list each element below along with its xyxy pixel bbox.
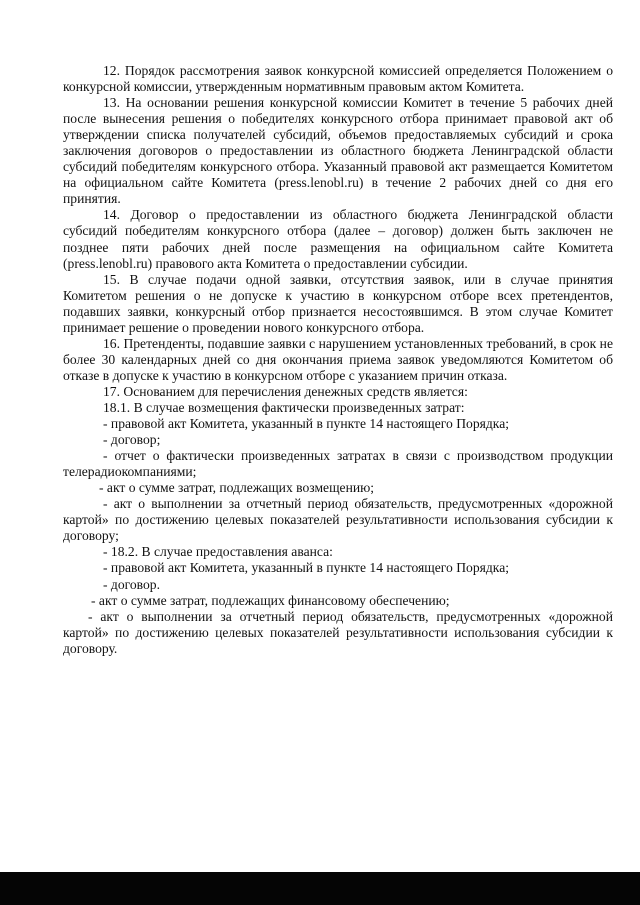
paragraph-15: 15. В случае подачи одной заявки, отсутствия заявок, или в случае принятия Комитетом решения о не допуске к участию в конкурсном отборе всех претендентов, подавших заявки, конкурсный отбор признается несостоявшимся. В этом случае Комитет принимает решение о проведении нового конкурсного отбора. (63, 271, 613, 335)
paragraph-16: 16. Претенденты, подавшие заявки с нарушением установленных требований, в срок не более 30 календарных дней со дня окончания приема заявок уведомляются Комитетом об отказе в допуске к участию в конкурсном отборе с указанием причин отказа. (63, 335, 613, 383)
list-item: - правовой акт Комитета, указанный в пункте 14 настоящего Порядка; (103, 416, 510, 432)
paragraph-18-2: - 18.2. В случае предоставления аванса: (103, 544, 333, 560)
list-item: - акт о выполнении за отчетный период обязательств, предусмотренных «дорожной картой» по достижению целевых показателей результативности использования субсидии к договору; (63, 496, 613, 544)
list-item: - акт о сумме затрат, подлежащих возмещению; (99, 480, 375, 496)
paragraph-12: 12. Порядок рассмотрения заявок конкурсной комиссией определяется Положением о конкурсной комиссии, утвержденным нормативным правовым актом Комитета. (63, 63, 613, 95)
list-item: - договор; (103, 432, 161, 448)
paragraph-17: 17. Основанием для перечисления денежных средств является: (103, 383, 468, 399)
paragraph-14: 14. Договор о предоставлении из областного бюджета Ленинградской области субсидий победителям конкурсного отбора (далее – договор) должен быть заключен не позднее пяти рабочих дней после размещения на официальном сайте Комитета (press.lenobl.ru) правового акта Комитета о предоставлении субсидии. (63, 207, 613, 271)
document-body (63, 63, 613, 657)
list-item: - правовой акт Комитета, указанный в пункте 14 настоящего Порядка; (103, 560, 510, 576)
paragraph-18-1: 18.1. В случае возмещения фактически произведенных затрат: (103, 399, 465, 415)
list-item: - акт о сумме затрат, подлежащих финансовому обеспечению; (91, 592, 450, 608)
list-item: - договор. (103, 576, 160, 592)
scan-bottom-border (0, 872, 640, 905)
list-item: - акт о выполнении за отчетный период обязательств, предусмотренных «дорожной картой» по достижению целевых показателей результативности использования субсидии к договору. (63, 608, 613, 656)
list-item: - отчет о фактически произведенных затратах в связи с производством продукции телерадиокомпаниями; (63, 448, 613, 480)
paragraph-13: 13. На основании решения конкурсной комиссии Комитет в течение 5 рабочих дней после вынесения решения о победителях конкурсного отбора принимает правовой акт об утверждении списка получателей субсидий, объемов предоставляемых субсидий и срока заключения договоров о предоставлении из областного бюджета Ленинградской области субсидий победителям конкурсного отбора. Указанный правовой акт размещается Комитетом на официальном сайте Комитета (press.lenobl.ru) в течение 2 рабочих дней со дня его принятия. (63, 95, 613, 207)
